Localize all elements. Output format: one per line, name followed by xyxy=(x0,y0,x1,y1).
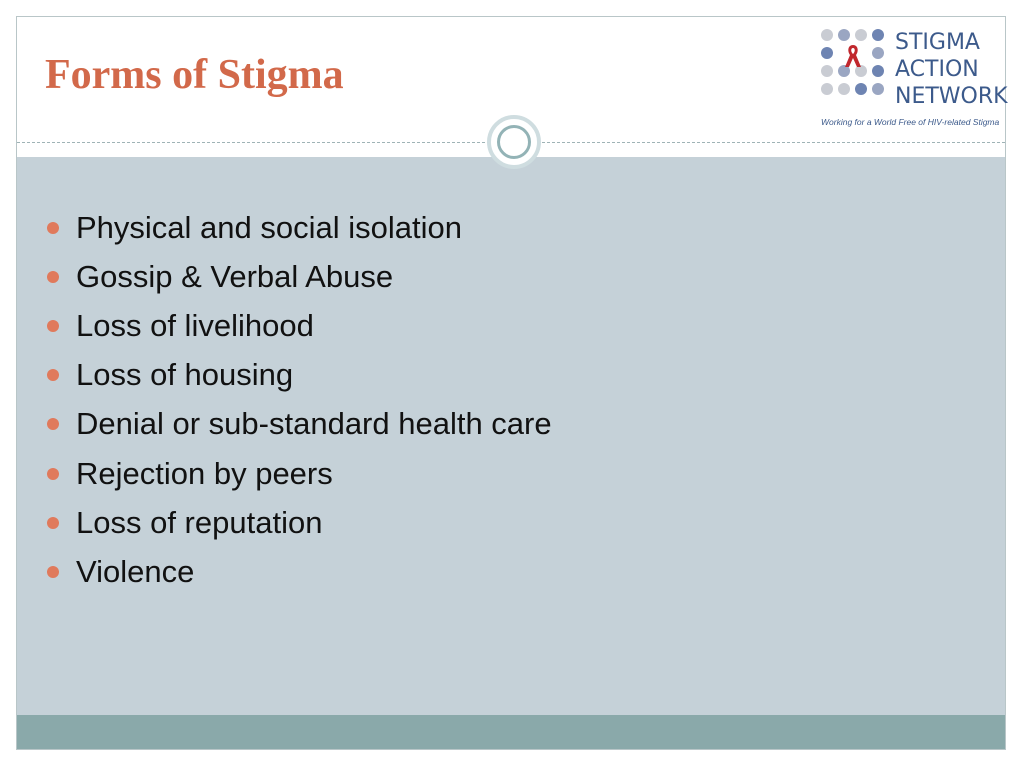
logo-dot xyxy=(872,47,884,59)
bullet-dot-icon xyxy=(47,468,59,480)
logo-dot xyxy=(855,83,867,95)
bullet-text: Loss of housing xyxy=(76,357,294,393)
bullet-dot-icon xyxy=(47,222,59,234)
decorative-ring-icon xyxy=(487,115,541,169)
bullet-dot-icon xyxy=(47,369,59,381)
bullet-item xyxy=(47,400,552,449)
logo-wordmark xyxy=(895,29,1008,110)
logo-line-stigma: STIGMA xyxy=(895,30,980,55)
bullet-text: Loss of reputation xyxy=(76,504,323,540)
bullet-text: Rejection by peers xyxy=(76,455,333,491)
bullet-dot-icon xyxy=(47,271,59,283)
stigma-action-network-logo xyxy=(821,29,1009,135)
red-ribbon-icon xyxy=(842,43,864,69)
logo-dot xyxy=(872,29,884,41)
slide-title: Forms of Stigma xyxy=(45,52,344,98)
logo-dot xyxy=(838,29,850,41)
logo-dot xyxy=(872,65,884,77)
footer-band xyxy=(17,715,1005,749)
logo-line-network: NETWORK xyxy=(895,84,1008,109)
bullet-item xyxy=(47,547,552,596)
logo-dot-grid xyxy=(821,29,885,113)
logo-dot xyxy=(821,47,833,59)
bullet-dot-icon xyxy=(47,566,59,578)
bullet-item xyxy=(47,203,552,252)
bullet-dot-icon xyxy=(47,418,59,430)
bullet-item xyxy=(47,252,552,301)
bullet-dot-icon xyxy=(47,320,59,332)
bullet-item xyxy=(47,351,552,400)
logo-dot xyxy=(821,29,833,41)
logo-line-action: ACTION xyxy=(895,57,979,82)
bullet-text: Gossip & Verbal Abuse xyxy=(76,258,394,294)
bullet-text: Denial or sub-standard health care xyxy=(76,406,552,442)
logo-dot xyxy=(855,29,867,41)
logo-dot xyxy=(821,65,833,77)
bullet-list xyxy=(47,203,552,597)
logo-tagline: Working for a World Free of HIV-related Stigma xyxy=(821,117,1000,127)
bullet-item xyxy=(47,449,552,498)
logo-dot xyxy=(872,83,884,95)
logo-dot xyxy=(838,83,850,95)
decorative-inner-ring-icon xyxy=(497,125,531,159)
content-area xyxy=(17,157,1005,715)
bullet-item xyxy=(47,498,552,547)
bullet-text: Physical and social isolation xyxy=(76,209,462,245)
slide-frame xyxy=(16,16,1006,750)
bullet-dot-icon xyxy=(47,517,59,529)
bullet-text: Loss of livelihood xyxy=(76,307,314,343)
bullet-text: Violence xyxy=(76,553,195,589)
logo-dot xyxy=(821,83,833,95)
bullet-item xyxy=(47,301,552,350)
